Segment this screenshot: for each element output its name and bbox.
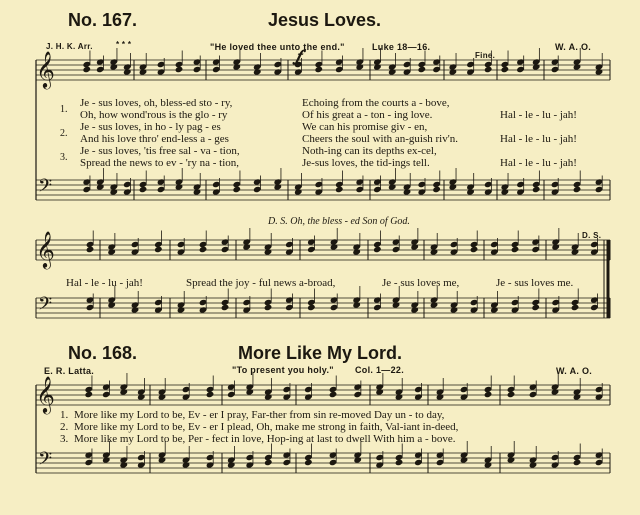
- note-head: [418, 66, 427, 73]
- note-head: [484, 391, 493, 398]
- note-head: [571, 304, 580, 311]
- note-head: [102, 456, 111, 463]
- note-head: [388, 183, 397, 190]
- note-head: [373, 63, 382, 70]
- author-credit: E. R. Latta.: [44, 366, 95, 376]
- note-head: [507, 456, 516, 463]
- verse-number: 1.: [60, 409, 69, 421]
- ds-text: D. S. Oh, the bless - ed Son of God.: [268, 216, 410, 227]
- verse-number: 3.: [60, 152, 68, 163]
- verse-number: 2.: [60, 128, 68, 139]
- scripture-reference: Luke 18—16.: [372, 42, 431, 52]
- note-head: [450, 306, 459, 313]
- lyric-line: More like my Lord to be, Ev - er I pray, Far-ther from sin re-moved Day un - to day,: [74, 409, 445, 421]
- note-head: [86, 246, 95, 253]
- note-head: [177, 306, 186, 313]
- chorus-lyric: Spread the joy - ful news a-broad,: [186, 277, 336, 289]
- note-head: [460, 456, 469, 463]
- note-head: [84, 391, 93, 398]
- note-head: [484, 66, 493, 73]
- treble-clef-icon: 𝄞: [36, 230, 55, 268]
- note-head: [484, 461, 493, 468]
- note-head: [470, 246, 479, 253]
- hymn-title: More Like My Lord.: [238, 343, 403, 363]
- chorus-lyric: Je - sus loves me,: [382, 277, 460, 289]
- treble-clef-icon: 𝄞: [36, 375, 55, 413]
- ds-mark: D. S.: [582, 231, 602, 240]
- note-head: [531, 304, 540, 311]
- forte-dynamic: 𝆑: [296, 48, 302, 65]
- note-head: [131, 306, 140, 313]
- note-head: [490, 306, 499, 313]
- note-head: [245, 388, 254, 395]
- verse-number: 3.: [60, 433, 69, 445]
- note-head: [436, 393, 445, 400]
- lyric-line: And his love thro' end-less a - ges: [80, 133, 229, 145]
- note-head: [430, 301, 439, 308]
- note-head: [595, 68, 604, 75]
- note-head: [529, 461, 538, 468]
- verse-number: 2.: [60, 421, 69, 433]
- note-head: [264, 459, 273, 466]
- note-head: [232, 63, 241, 70]
- note-head: [466, 188, 475, 195]
- note-head: [532, 186, 541, 193]
- note-head: [430, 248, 439, 255]
- lyric-line: Oh, how wond'rous is the glo - ry: [80, 109, 228, 121]
- note-head: [139, 186, 148, 193]
- note-head: [373, 246, 382, 253]
- treble-clef-icon: 𝄞: [36, 50, 55, 88]
- bass-clef-icon: 𝄢: [38, 449, 53, 474]
- note-head: [158, 456, 167, 463]
- lyric-line: Je - sus loves, oh, bless-ed sto - ry,: [80, 97, 233, 109]
- note-head: [199, 246, 208, 253]
- note-head: [571, 248, 580, 255]
- note-head: [395, 459, 404, 466]
- note-head: [392, 301, 401, 308]
- note-head: [329, 391, 338, 398]
- fine-mark: Fine.: [475, 51, 496, 60]
- hymn-title: Jesus Loves.: [268, 10, 382, 30]
- note-head: [307, 304, 316, 311]
- note-head: [182, 461, 191, 468]
- scripture-quote: "He loved thee unto the end.": [210, 42, 345, 52]
- scripture-reference: Col. 1—22.: [355, 365, 405, 375]
- note-head: [175, 66, 184, 73]
- note-head: [107, 301, 116, 308]
- note-head: [253, 68, 262, 75]
- note-head: [227, 461, 236, 468]
- note-head: [264, 304, 273, 311]
- note-head: [193, 188, 202, 195]
- chorus-lyric: Je - sus loves me.: [496, 277, 574, 289]
- note-head: [206, 391, 215, 398]
- lyric-line: More like my Lord to be, Per - fect in love, Hop-ing at last to dwell With him a - bove.: [74, 433, 456, 445]
- lyric-line: Cheers the soul with an-guish riv'n.: [302, 133, 458, 145]
- ornament: * * *: [116, 40, 132, 49]
- composer-credit: W. A. O.: [555, 42, 592, 52]
- lyric-line: Of his great a - ton - ing love.: [302, 109, 433, 121]
- note-head: [432, 186, 441, 193]
- note-head: [139, 68, 148, 75]
- note-head: [353, 456, 362, 463]
- lyric-line: Echoing from the courts a - bove,: [302, 97, 450, 109]
- note-head: [507, 391, 516, 398]
- refrain-word: Hal - le - lu - jah!: [500, 133, 577, 145]
- chorus-lyric: Hal - le - lu - jah!: [66, 277, 143, 289]
- arranger-credit: J. H. K. Arr.: [46, 42, 93, 51]
- note-head: [232, 186, 241, 193]
- note-head: [175, 183, 184, 190]
- note-head: [304, 459, 313, 466]
- scripture-quote: "To present you holy.": [232, 365, 334, 375]
- lyric-line: Je - sus loves, in ho - ly pag - es: [80, 121, 221, 133]
- note-head: [158, 393, 167, 400]
- bass-clef-icon: 𝄢: [38, 294, 53, 319]
- note-head: [273, 183, 282, 190]
- note-head: [573, 459, 582, 466]
- lyric-line: More like my Lord to be, Ev - er I plead, Oh, make me strong in faith, Val-iant in-deed,: [74, 421, 459, 433]
- note-head: [119, 388, 128, 395]
- note-head: [119, 461, 128, 468]
- note-head: [388, 68, 397, 75]
- note-head: [335, 186, 344, 193]
- composer-credit: W. A. O.: [556, 366, 593, 376]
- note-head: [449, 183, 458, 190]
- verse-number: 1.: [60, 104, 68, 115]
- note-head: [137, 393, 146, 400]
- note-head: [573, 186, 582, 193]
- lyric-line: Noth-ing can its depths ex-cel,: [302, 145, 437, 157]
- bass-clef-icon: 𝄢: [38, 176, 53, 201]
- note-head: [551, 243, 560, 250]
- note-head: [154, 246, 163, 253]
- note-head: [109, 188, 118, 195]
- note-head: [314, 66, 323, 73]
- note-head: [107, 248, 116, 255]
- note-head: [573, 393, 582, 400]
- note-head: [410, 306, 419, 313]
- note-head: [109, 63, 118, 70]
- note-head: [355, 63, 364, 70]
- note-head: [96, 183, 105, 190]
- note-head: [330, 243, 339, 250]
- note-head: [264, 248, 273, 255]
- note-head: [375, 388, 384, 395]
- lyric-line: Je - sus loves, 'tis free sal - va - tion,: [80, 145, 240, 157]
- refrain-word: Hal - le - lu - jah!: [500, 157, 577, 169]
- note-head: [395, 393, 404, 400]
- note-head: [449, 68, 458, 75]
- note-head: [221, 304, 230, 311]
- note-head: [352, 248, 361, 255]
- note-head: [123, 68, 132, 75]
- note-head: [551, 388, 560, 395]
- note-head: [403, 188, 412, 195]
- hymn-number: No. 167.: [68, 10, 138, 30]
- refrain-word: Hal - le - lu - jah!: [500, 109, 577, 121]
- note-head: [294, 188, 303, 195]
- note-head: [511, 246, 520, 253]
- note-head: [352, 301, 361, 308]
- note-head: [82, 66, 91, 73]
- note-head: [573, 63, 582, 70]
- lyric-line: Je-sus loves, the tid-ings tell.: [302, 157, 430, 169]
- note-head: [501, 66, 510, 73]
- hymn-number: No. 168.: [68, 343, 138, 363]
- lyric-line: We can his promise giv - en,: [302, 121, 428, 133]
- note-head: [532, 63, 541, 70]
- note-head: [264, 393, 273, 400]
- note-head: [410, 243, 419, 250]
- lyric-line: Spread the news to ev - 'ry na - tion,: [80, 157, 239, 169]
- note-head: [501, 188, 510, 195]
- note-head: [242, 243, 251, 250]
